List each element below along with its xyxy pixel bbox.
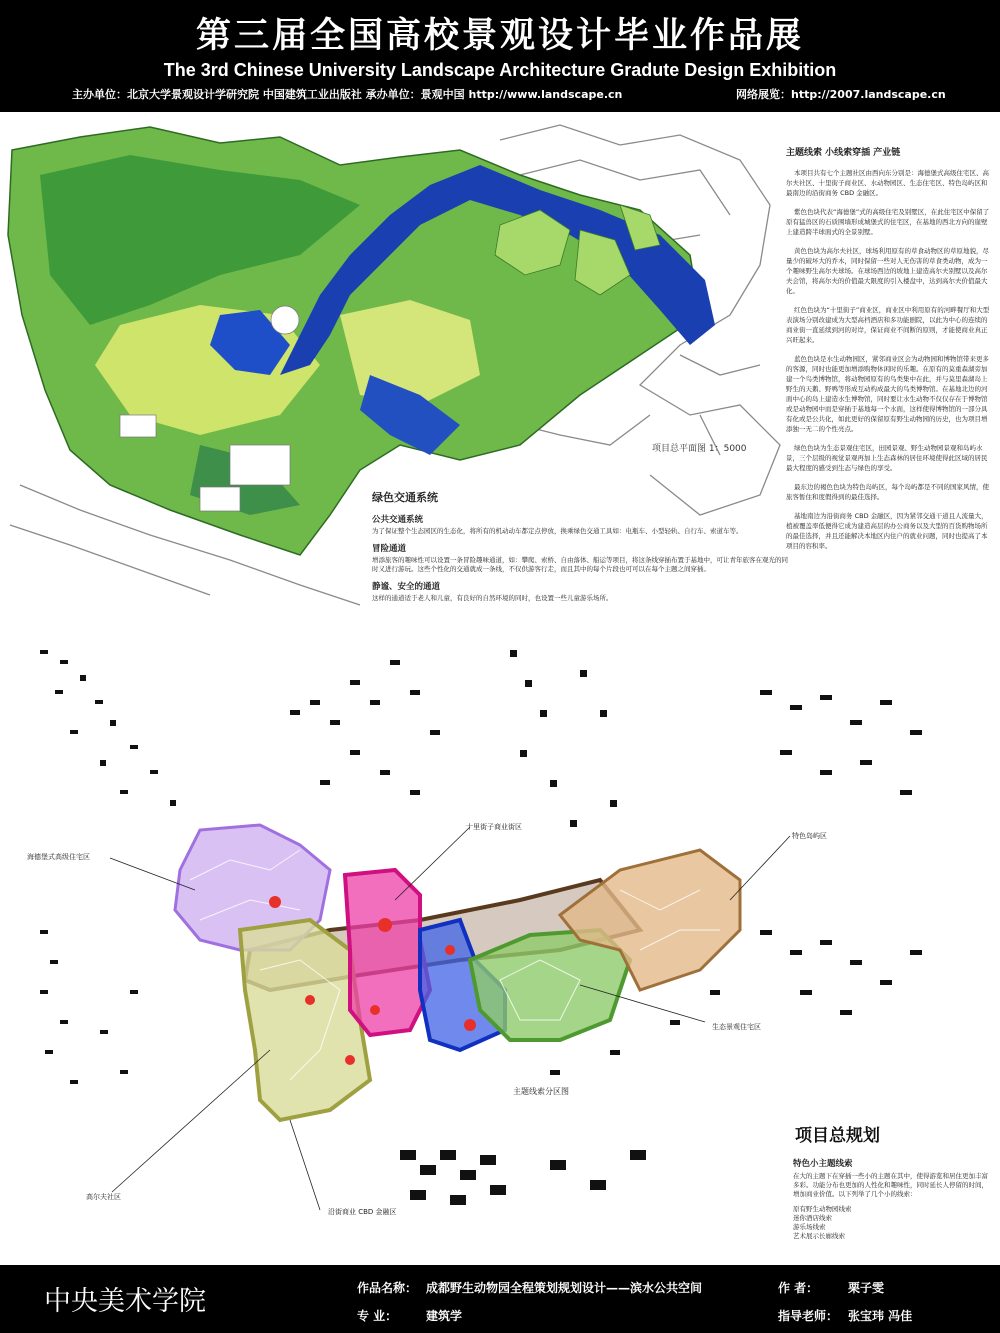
description-title: 主题线索 小线索穿插 产业链: [786, 148, 901, 158]
label-eco: 生态景观住宅区: [712, 1023, 761, 1031]
theme-notes: [793, 1160, 993, 1241]
traffic-item-heading: 冒险通道: [372, 544, 407, 554]
green-traffic-section: [372, 489, 792, 603]
description-paragraph: 紫色色块代表“海德堡”式的高级住宅及别墅区，在此住宅区中保留了原有猛兽区的石质围墙形成城堡式的住宅区，在基地的西北方向的崖壁上建造跨半球面式的全景别墅。: [786, 208, 990, 236]
advisor-names: 张宝玮 冯佳: [848, 1309, 913, 1323]
traffic-item-text: 为了保证整个生态园区的生态化，将所有的机动动车都定点停放，换乘绿色交通工具如：电瓶车、小型轻轨、自行车、索道车等。: [372, 527, 743, 535]
description-paragraph: 黄色色块为高尔夫社区，球场利用原有的草食动物区的草原地貌，尽量少的破坏大的乔木，同时保留一些对人无伤害的草食类动物，成为一个趣味野生高尔夫球场。在球场西边的坡地上建造高尔夫别墅以及高尔夫会馆，将高尔夫的价值最大限度的引入楼盘中，达到高尔夫价值最大化。: [786, 247, 989, 295]
traffic-item-heading: 静谧、安全的通道: [372, 582, 441, 592]
exhibition-title-en: The 3rd Chinese University Landscape Architecture Gradute Design Exhibition: [163, 60, 837, 80]
school-name: 中央美术学院: [44, 1286, 206, 1317]
traffic-item-text: 这样的通道适于老人和儿童，有良好的自然环境的同时，也设置一些儿童游乐场所。: [372, 594, 613, 602]
project-plan-title: 项目总规划: [795, 1126, 880, 1146]
traffic-item-text: 增添旅客的趣味性可以设置一条冒险趣味通道，如：攀爬、索桥、自由落体、船运等项目，将这条线穿插布置于基地中，可让青年旅客在观光的同时又进行游玩。这些个性化的交通就成一条线，不仅供游客行走，而且其中的每个片段也可可以在每个主题之间穿插。: [372, 556, 788, 573]
theme-description: 在大的主题下在穿插一些小的主题在其中，使得游览和居住更加丰富多彩。功能分布也更加的人性化和趣味性，同时延长人停留的时间，增加商业价值。以下列举了几个小的线索：: [793, 1172, 988, 1198]
theme-item: 原有野生动物园线索: [793, 1205, 852, 1213]
description-paragraph: 最东边的褐色色块为特色岛屿区，每个岛屿都是不同的国家风情，使旅客暂住和度假得到的最佳选择。: [786, 483, 989, 501]
traffic-title: 绿色交通系统: [372, 491, 438, 504]
diagram-title: 主题线索分区图: [513, 1087, 569, 1096]
author-name: 栗子雯: [848, 1281, 885, 1295]
commercial-zone: [345, 870, 430, 1035]
label-golf: 高尔夫社区: [86, 1193, 121, 1201]
exhibition-header: [0, 0, 1000, 112]
master-plan-scale-label: 项目总平面图 1：5000: [652, 444, 747, 454]
footer-bar: [0, 1265, 1000, 1333]
online-exhibition-link[interactable]: 网络展览：http://2007.landscape.cn: [736, 88, 946, 101]
author-label: 作 者：: [778, 1281, 819, 1295]
exhibition-title-cn: 第三届全国高校景观设计毕业作品展: [195, 16, 804, 56]
theme-item: 迷你酒店线索: [793, 1214, 832, 1222]
major-name: 建筑学: [426, 1309, 463, 1323]
label-island: 特色岛屿区: [792, 832, 827, 840]
description-paragraph: 绿色色块为生态景观住宅区，田园景观、野生动物园景观和岛屿水景，三个层级的视觉景观再加上生态森林的居住环境使得此区域的居民最大程度的感受到生态与绿色的享受。: [786, 444, 988, 472]
description-paragraph: 红色色块为“十里街子”商业区，商业区中利用原有的河畔餐厅和大型表演场分别改建成为大型高档酒店和多功能剧院，以此为中心的连续的商业街一直延续到河的对岸，保证商业不间断的原则，才能使商业真正兴旺起来。: [786, 306, 990, 344]
theme-subtitle: 特色小主题线索: [793, 1159, 853, 1169]
advisor-label: 指导老师：: [778, 1309, 839, 1323]
theme-item: 艺术展示长廊线索: [793, 1232, 845, 1240]
theme-item: 游乐场线索: [793, 1223, 826, 1231]
work-name: 成都野生动物园全程策划规划设计——滨水公共空间: [426, 1281, 703, 1295]
label-heidelberg: 海德堡式高级住宅区: [27, 853, 90, 861]
major-label: 专 业：: [357, 1309, 398, 1323]
label-commercial: 十里街子商业街区: [466, 823, 522, 831]
description-paragraph: 本项目共有七个主题社区由西向东分别是：海德堡式高级住宅区、高尔夫社区、十里街子商业区、水动物园区、生态住宅区、特色岛屿区和最南边的沿街商务 CBD 金融区。: [786, 169, 989, 197]
work-label: 作品名称：: [357, 1281, 418, 1295]
description-column: [786, 148, 992, 560]
traffic-item-heading: 公共交通系统: [372, 515, 424, 525]
description-paragraph: 蓝色色块是水生动物园区，紧邻商业区会为动物园和博物馆带来更多的客源，同时也能更加增添购物休闲时的乐趣。在原有的莫重森湖旁加建一个鸟类博物馆，将动物园原有的鸟类集中在此，并与莫里森湖岛上野生的天鹅、野鸭等形成互动构成最大的鸟类博物馆。在基地北边的河面中心的岛上建造水生博物馆，同时要让水生动物不仅仅存在于博物馆或是动物园中而是穿插于基地每一个水面，这样使得博物馆的一部分具有化或是公共化，如此更好的保留原有野生动物园的历史，也为项目增添独一无二的个性亮点。: [786, 355, 989, 433]
label-cbd: 沿街商业 CBD 金融区: [328, 1208, 397, 1216]
organizer-line: 主办单位：北京大学景观设计学研究院 中国建筑工业出版社 承办单位：景观中国 http://www.landscape.cn: [72, 88, 623, 101]
description-paragraph: 基地南边为沿街商务 CBD 金融区，因为紧邻交通干道且人流量大，植被覆盖率低便得它成为建造高层的办公商务以及大型的百货购物场所的最佳选择，并且还能解决本地区内住户的就业问题，同时也提高了本项目的容积率。: [786, 512, 988, 550]
